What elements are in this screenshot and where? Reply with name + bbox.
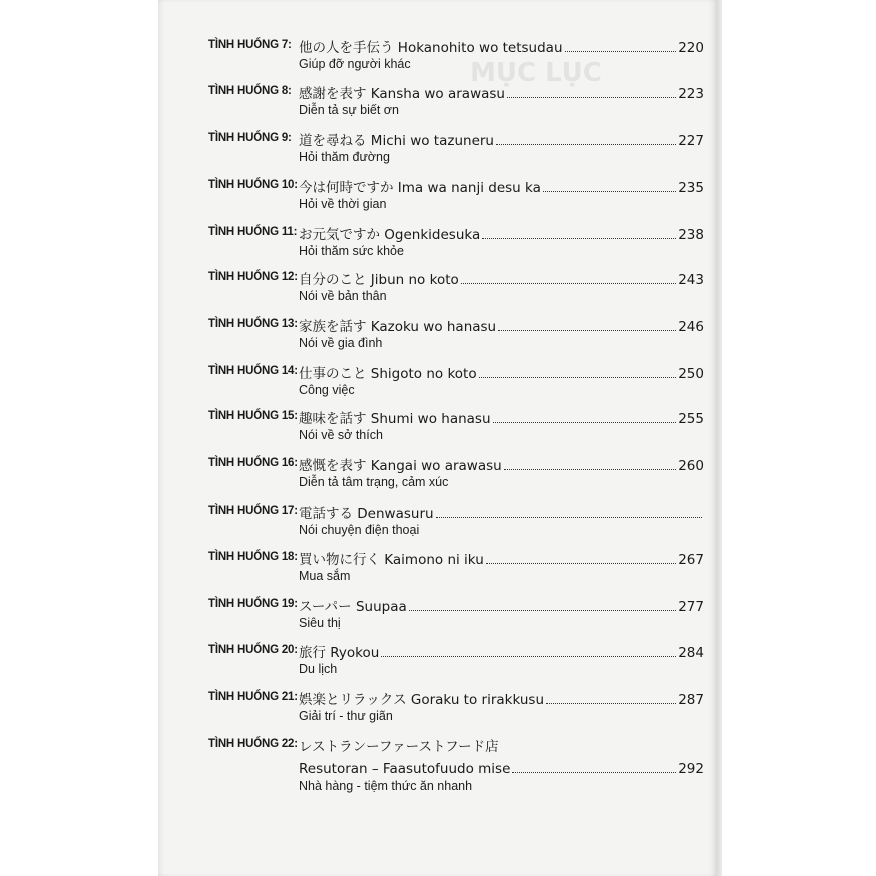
entry-label: TÌNH HUỐNG 22: bbox=[208, 738, 298, 750]
entry-subtitle: Giúp đỡ người khác bbox=[299, 57, 411, 71]
toc-entry-12[interactable] bbox=[208, 266, 704, 312]
entry-label: TÌNH HUỐNG 7: bbox=[208, 39, 292, 51]
entry-title: 家族を話す Kazoku wo hanasu bbox=[299, 319, 497, 335]
entry-subtitle: Nhà hàng - tiệm thức ăn nhanh bbox=[299, 779, 473, 793]
dot-leader bbox=[479, 377, 677, 378]
dot-leader bbox=[409, 610, 676, 611]
entry-subtitle: Du lịch bbox=[299, 662, 338, 676]
dot-leader bbox=[565, 51, 677, 52]
entry-label: TÌNH HUỐNG 20: bbox=[208, 644, 298, 656]
entry-title: 感慨を表す Kangai wo arawasu bbox=[299, 458, 502, 474]
entry-label: TÌNH HUỐNG 10: bbox=[208, 179, 298, 191]
bleed-through-heading: MỤC LỤC bbox=[470, 58, 602, 88]
entry-title: 今は何時ですか Ima wa nanji desu ka bbox=[299, 180, 541, 196]
entry-title: 趣味を話す Shumi wo hanasu bbox=[299, 411, 491, 427]
toc-entry-10[interactable] bbox=[208, 174, 704, 220]
dot-leader bbox=[461, 283, 676, 284]
entry-page: 284 bbox=[678, 645, 704, 661]
entry-page: 250 bbox=[678, 366, 704, 382]
toc-entry-13[interactable] bbox=[208, 313, 704, 359]
entry-subtitle: Nói chuyện điện thoại bbox=[299, 523, 420, 537]
toc-entry-21[interactable] bbox=[208, 686, 704, 732]
dot-leader bbox=[543, 191, 676, 192]
dot-leader bbox=[496, 144, 676, 145]
entry-page: 292 bbox=[678, 761, 704, 777]
entry-page: 227 bbox=[678, 133, 704, 149]
entry-label: TÌNH HUỐNG 11: bbox=[208, 226, 298, 238]
entry-label: TÌNH HUỐNG 19: bbox=[208, 598, 298, 610]
entry-title: 感謝を表す Kansha wo arawasu bbox=[299, 86, 505, 102]
entry-subtitle: Hỏi thăm sức khỏe bbox=[299, 244, 404, 258]
dot-leader bbox=[381, 656, 676, 657]
toc-entry-16[interactable] bbox=[208, 452, 704, 498]
entry-title: スーパー Suupaa bbox=[299, 599, 407, 615]
entry-title: 他の人を手伝う Hokanohito wo tetsudau bbox=[299, 40, 563, 56]
toc-entry-18[interactable] bbox=[208, 546, 704, 592]
entry-subtitle: Hỏi về thời gian bbox=[299, 197, 387, 211]
dot-leader bbox=[436, 517, 702, 518]
entry-page: 220 bbox=[678, 40, 704, 56]
dot-leader bbox=[512, 772, 676, 773]
toc-entry-22[interactable] bbox=[208, 733, 704, 803]
entry-page: 246 bbox=[678, 319, 704, 335]
dot-leader bbox=[486, 563, 676, 564]
entry-title: 仕事のこと Shigoto no koto bbox=[299, 366, 477, 382]
entry-title: 買い物に行く Kaimono ni iku bbox=[299, 552, 484, 568]
dot-leader bbox=[507, 97, 676, 98]
entry-title: 自分のこと Jibun no koto bbox=[299, 272, 459, 288]
entry-label: TÌNH HUỐNG 18: bbox=[208, 551, 298, 563]
entry-subtitle: Nói về gia đình bbox=[299, 336, 383, 350]
entry-title: Resutoran – Faasutofuudo mise bbox=[299, 761, 511, 777]
entry-label: TÌNH HUỐNG 13: bbox=[208, 318, 298, 330]
entry-jp-title: レストランーファーストフード店 bbox=[299, 739, 499, 755]
entry-subtitle: Giải trí - thư giãn bbox=[299, 709, 393, 723]
entry-title: 旅行 Ryokou bbox=[299, 645, 380, 661]
entry-title: お元気ですか Ogenkidesuka bbox=[299, 227, 481, 243]
entry-subtitle: Hỏi thăm đường bbox=[299, 150, 390, 164]
entry-label: TÌNH HUỐNG 14: bbox=[208, 365, 298, 377]
entry-label: TÌNH HUỐNG 17: bbox=[208, 505, 298, 517]
entry-subtitle: Siêu thị bbox=[299, 616, 341, 630]
entry-subtitle: Diễn tả sự biết ơn bbox=[299, 103, 399, 117]
entry-page: 287 bbox=[678, 692, 704, 708]
entry-title: 電話する Denwasuru bbox=[299, 506, 434, 522]
toc-entry-7[interactable] bbox=[208, 34, 704, 80]
entry-page: 235 bbox=[678, 180, 704, 196]
entry-subtitle: Diễn tả tâm trạng, cảm xúc bbox=[299, 475, 449, 489]
dot-leader bbox=[546, 703, 676, 704]
entry-page: 243 bbox=[678, 272, 704, 288]
dot-leader bbox=[504, 469, 677, 470]
entry-label: TÌNH HUỐNG 16: bbox=[208, 457, 298, 469]
entry-page: 260 bbox=[678, 458, 704, 474]
entry-label: TÌNH HUỐNG 8: bbox=[208, 85, 292, 97]
entry-page: 238 bbox=[678, 227, 704, 243]
entry-label: TÌNH HUỐNG 12: bbox=[208, 271, 298, 283]
toc-entry-8[interactable] bbox=[208, 80, 704, 126]
toc-entry-14[interactable] bbox=[208, 360, 704, 406]
toc-entry-11[interactable] bbox=[208, 221, 704, 267]
entry-subtitle: Mua sắm bbox=[299, 569, 351, 583]
toc-entry-9[interactable] bbox=[208, 127, 704, 173]
entry-subtitle: Nói về sở thích bbox=[299, 428, 383, 442]
entry-subtitle: Công việc bbox=[299, 383, 355, 397]
entry-page: 277 bbox=[678, 599, 704, 615]
entry-label: TÌNH HUỐNG 21: bbox=[208, 691, 298, 703]
entry-label: TÌNH HUỐNG 15: bbox=[208, 410, 298, 422]
entry-subtitle: Nói về bản thân bbox=[299, 289, 387, 303]
toc-entry-15[interactable] bbox=[208, 405, 704, 451]
entry-page: 267 bbox=[678, 552, 704, 568]
entry-page: 223 bbox=[678, 86, 704, 102]
toc-entry-20[interactable] bbox=[208, 639, 704, 685]
dot-leader bbox=[498, 330, 676, 331]
dot-leader bbox=[493, 422, 677, 423]
entry-page: 255 bbox=[678, 411, 704, 427]
dot-leader bbox=[482, 238, 676, 239]
toc-entry-19[interactable] bbox=[208, 593, 704, 639]
entry-title: 道を尋ねる Michi wo tazuneru bbox=[299, 133, 494, 149]
entry-label: TÌNH HUỐNG 9: bbox=[208, 132, 292, 144]
toc-entry-17[interactable] bbox=[208, 500, 704, 546]
entry-title: 娯楽とリラックス Goraku to rirakkusu bbox=[299, 692, 545, 708]
